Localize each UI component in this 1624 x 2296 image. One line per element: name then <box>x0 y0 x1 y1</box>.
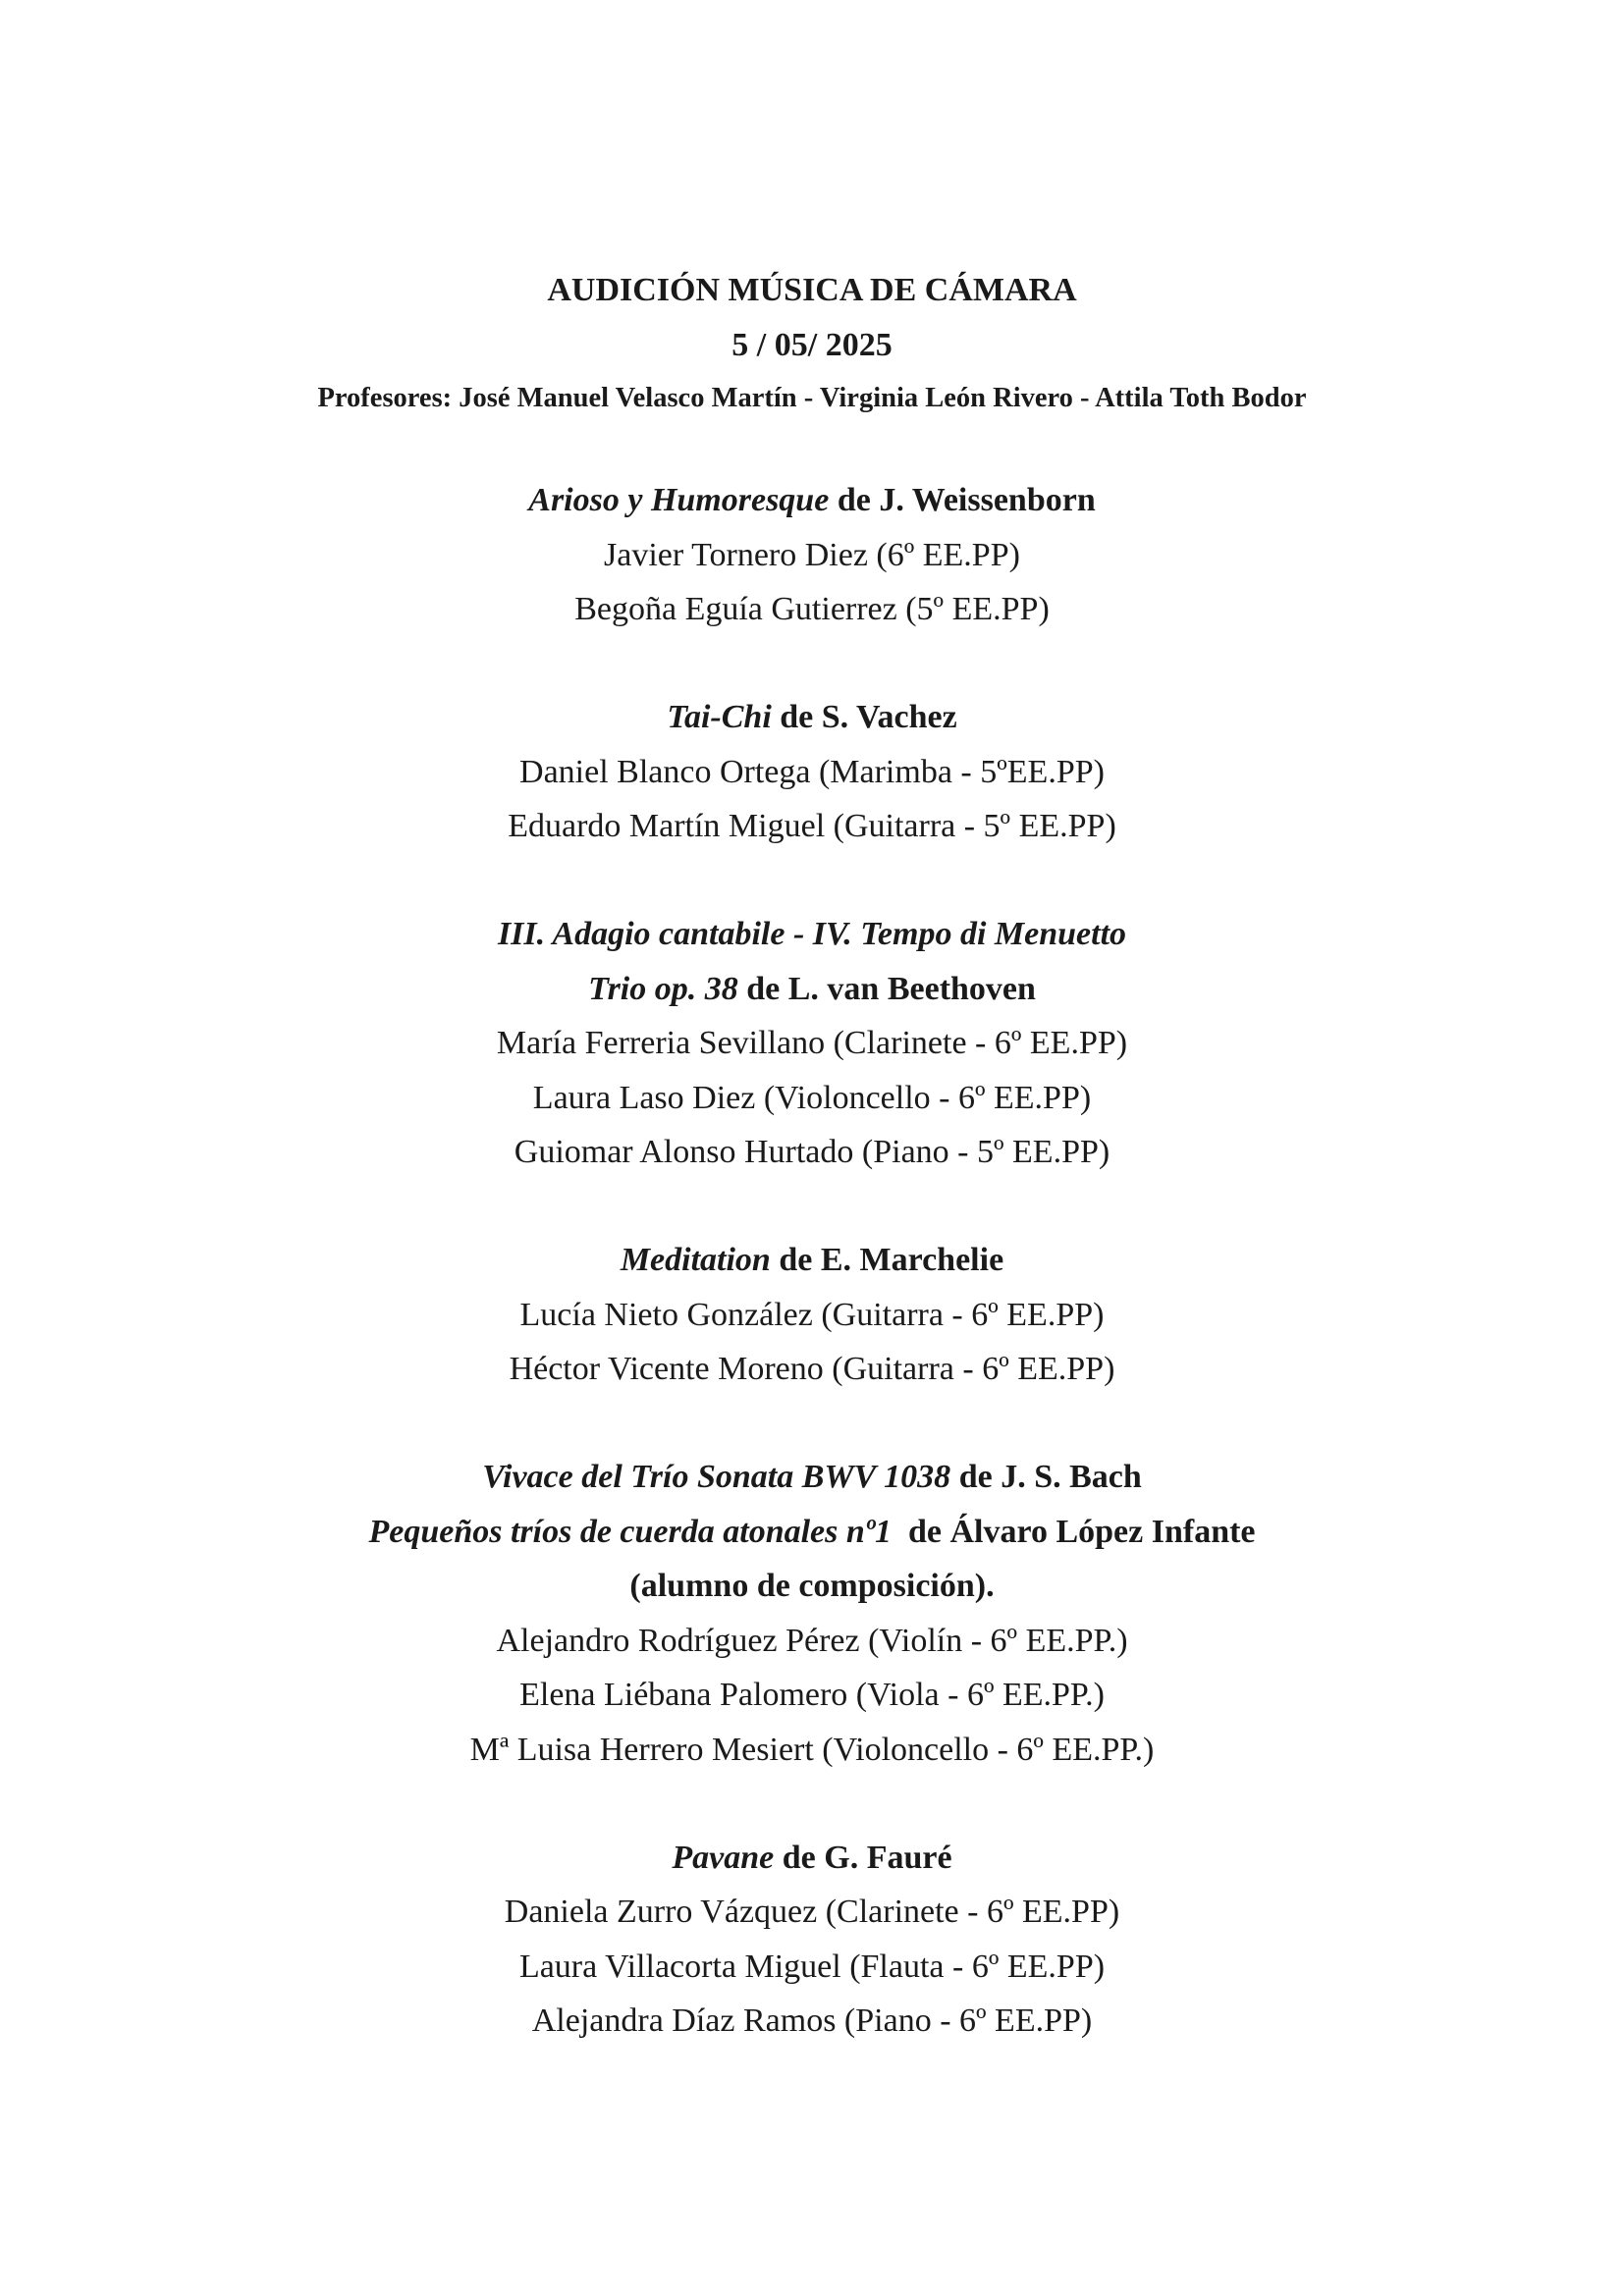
work-title: Vivace del Trío Sonata BWV 1038 <box>482 1459 951 1495</box>
performer: Alejandra Díaz Ramos (Piano - 6º EE.PP) <box>531 2002 1093 2039</box>
program-date: 5 / 05/ 2025 <box>731 327 893 363</box>
piece-title <box>0 690 1624 745</box>
performer: Daniela Zurro Vázquez (Clarinete - 6º EE.PP) <box>504 1894 1120 1930</box>
composer-credit: (alumno de composición). <box>629 1568 995 1604</box>
performer: María Ferreria Sevillano (Clarinete - 6º EE.PP) <box>496 1025 1128 1061</box>
performer: Laura Laso Diez (Violoncello - 6º EE.PP) <box>532 1079 1092 1116</box>
composer-credit: de L. van Beethoven <box>737 970 1036 1007</box>
work-title: Trio op. 38 <box>588 970 738 1007</box>
performer: Mª Luisa Herrero Mesiert (Violoncello - 6º EE.PP.) <box>469 1731 1155 1768</box>
work-title: Pequeños tríos de cuerda atonales nº1 <box>368 1513 892 1550</box>
composer-credit: de E. Marchelie <box>770 1242 1004 1278</box>
work-title: Tai-Chi <box>667 699 772 735</box>
piece-title <box>0 907 1624 962</box>
performer: Lucía Nieto González (Guitarra - 6º EE.PP) <box>519 1296 1105 1333</box>
performer: Begoña Eguía Gutierrez (5º EE.PP) <box>574 591 1050 627</box>
piece-title <box>0 1831 1624 1886</box>
performer: Elena Liébana Palomero (Viola - 6º EE.PP.) <box>519 1677 1105 1713</box>
piece-block <box>0 473 1624 637</box>
performer: Daniel Blanco Ortega (Marimba - 5ºEE.PP) <box>519 753 1105 790</box>
program-teachers: Profesores: José Manuel Velasco Martín - Virginia León Rivero - Attila Toth Bodor <box>317 383 1307 413</box>
program-list <box>0 473 1624 2102</box>
program-header <box>0 263 1624 424</box>
piece-block <box>0 690 1624 854</box>
composer-credit: de J. S. Bach <box>950 1459 1142 1495</box>
composer-credit: de S. Vachez <box>771 699 957 735</box>
piece-block <box>0 1233 1624 1397</box>
work-title: Arioso y Humoresque <box>528 482 830 518</box>
program-title: AUDICIÓN MÚSICA DE CÁMARA <box>547 272 1077 308</box>
composer-credit: de Álvaro López Infante <box>891 1513 1256 1550</box>
piece-title <box>0 1559 1624 1614</box>
work-title: Pavane <box>672 1839 775 1876</box>
piece-title <box>0 1505 1624 1560</box>
performer: Javier Tornero Diez (6º EE.PP) <box>604 536 1020 573</box>
performer: Héctor Vicente Moreno (Guitarra - 6º EE.PP) <box>509 1351 1115 1387</box>
piece-block <box>0 1831 1624 2049</box>
piece-block <box>0 1450 1624 1777</box>
performer: Guiomar Alonso Hurtado (Piano - 5º EE.PP) <box>514 1134 1110 1170</box>
composer-credit: de G. Fauré <box>774 1839 952 1876</box>
work-title: Meditation <box>620 1242 771 1278</box>
performer: Alejandro Rodríguez Pérez (Violín - 6º EE.PP.) <box>496 1622 1128 1659</box>
piece-title <box>0 473 1624 528</box>
performer: Eduardo Martín Miguel (Guitarra - 5º EE.PP) <box>508 808 1116 844</box>
composer-credit: de J. Weissenborn <box>829 482 1096 518</box>
performer: Laura Villacorta Miguel (Flauta - 6º EE.PP) <box>518 1948 1106 1985</box>
piece-title <box>0 962 1624 1017</box>
piece-title <box>0 1233 1624 1288</box>
piece-block <box>0 907 1624 1180</box>
work-title: III. Adagio cantabile - IV. Tempo di Menuetto <box>497 916 1127 952</box>
piece-title <box>0 1450 1624 1505</box>
